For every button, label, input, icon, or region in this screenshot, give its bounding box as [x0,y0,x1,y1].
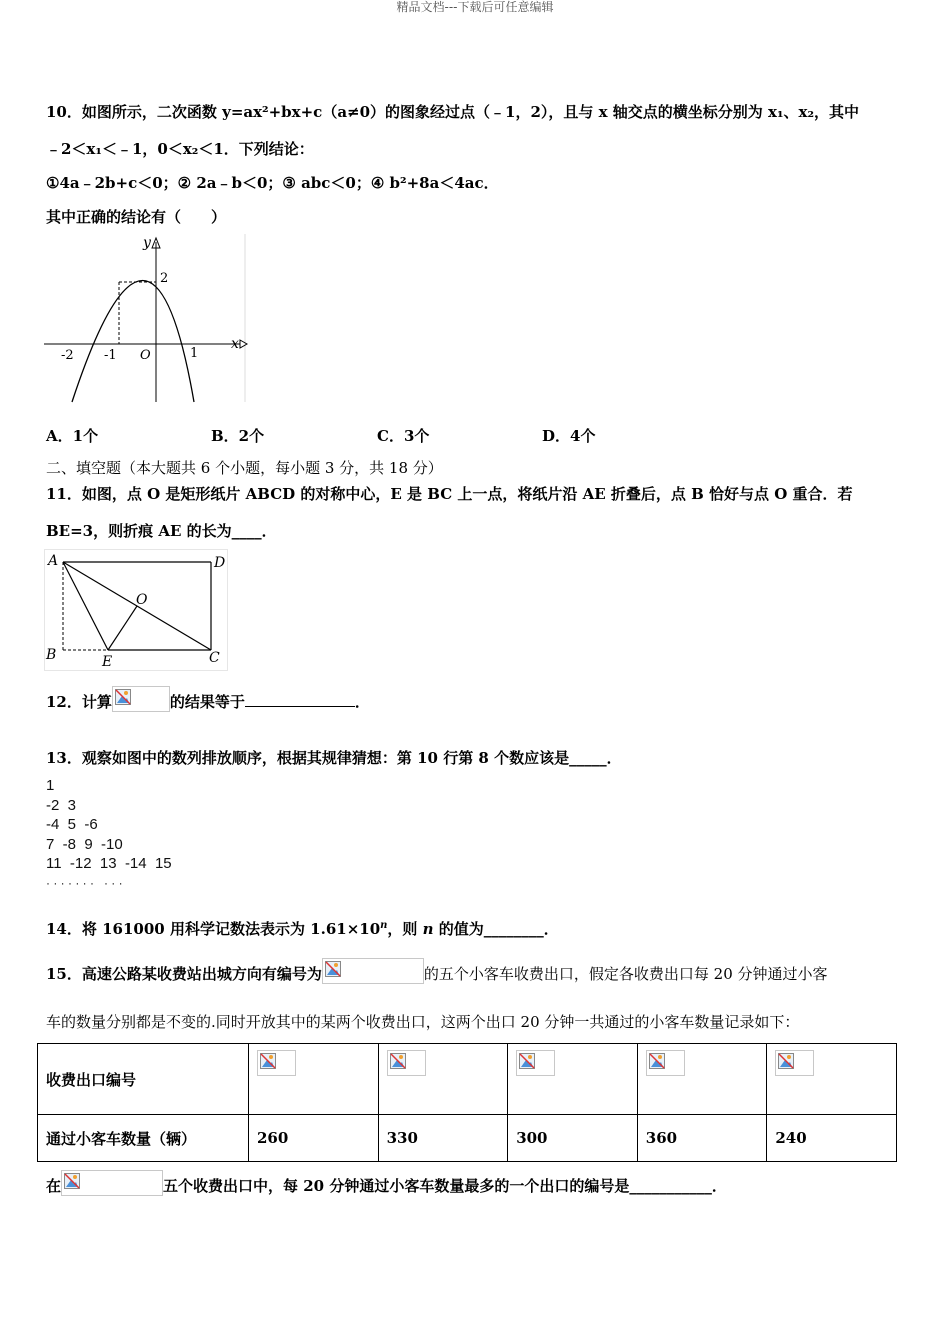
q10-line3: ①4a﹣2b+c＜0；② 2a﹣b＜0；③ abc＜0；④ b²+8a＜4ac． [46,174,499,192]
q15-line2: 车的数量分别都是不变的.同时开放其中的某两个收费出口，这两个出口 20 分钟一共通过的小客车数量记录如下： [46,1013,800,1031]
q13-line: 13．观察如图中的数列排放顺序，根据其规律猜想：第 10 行第 8 个数应该是_____． [46,749,622,767]
broken-image-icon [112,686,170,712]
tick-2: 2 [160,271,169,286]
broken-image-icon [61,1170,163,1196]
table-cell: 330 [378,1115,508,1162]
table-cell [637,1044,767,1115]
table-row [38,1044,897,1115]
q15-last-line [46,1170,727,1196]
triangle-row: 1 [46,777,55,794]
tick-1: 1 [190,346,199,361]
q11-line2: BE=3，则折痕 AE 的长为____． [46,522,277,540]
q14-var: n [422,920,434,938]
option-c[interactable]: C．3个 [377,427,430,445]
table-cell: 360 [637,1115,767,1162]
q15-last-a: 在 [46,1177,62,1195]
label-o: O [136,592,148,608]
broken-image-icon [257,1050,296,1076]
q12-after: 的结果等于 [169,693,245,711]
number-triangle [46,776,172,893]
triangle-row: 7 -8 9 -10 [46,835,123,853]
table-cell [378,1044,508,1115]
broken-image-icon [322,958,424,984]
broken-image-icon [646,1050,685,1076]
broken-image-icon [387,1050,426,1076]
broken-image-icon [516,1050,555,1076]
q12-line [46,686,370,712]
q15-line1b: 的五个小客车收费出口，假定各收费出口每 20 分钟通过小客 [423,965,828,983]
q14-exponent: n [380,920,388,931]
parabola-graph [44,234,249,404]
q14-before: 14．将 161000 用科学记数法表示为 1.61×10 [46,920,381,938]
toll-exit-table [37,1043,897,1162]
table-row-head: 收费出口编号 [38,1044,249,1115]
table-cell [249,1044,379,1115]
table-cell: 240 [767,1115,897,1162]
rectangle-figure [44,549,230,673]
option-d[interactable]: D．4个 [542,427,596,445]
x-label: x [231,336,239,352]
section-2-title: 二、填空题（本大题共 6 个小题，每小题 3 分，共 18 分） [46,459,443,477]
option-b[interactable]: B．2个 [211,427,265,445]
table-cell: 260 [249,1115,379,1162]
label-e: E [102,654,113,670]
label-b: B [46,647,57,663]
table-row-head: 通过小客车数量（辆） [38,1115,249,1162]
q15-line1 [46,958,828,984]
tick-minus-1: -1 [104,348,117,363]
y-label: y [143,235,151,251]
q14-after: 的值为________． [433,920,559,938]
q12-before: 12．计算 [46,693,112,711]
segment-eo [108,606,137,650]
q10-line4: 其中正确的结论有（ ） [46,208,227,226]
broken-image-icon [775,1050,814,1076]
triangle-row: · · · · · · · · · · [46,875,123,890]
table-cell [767,1044,897,1115]
q15-last-b: 五个收费出口中，每 20 分钟通过小客车数量最多的一个出口的编号是___________． [163,1177,727,1195]
table-cell: 300 [508,1115,638,1162]
triangle-row: -2 3 [46,796,77,814]
label-d: D [214,555,226,571]
q10-line2: ﹣2＜x₁＜﹣1，0＜x₂＜1．下列结论： [46,140,314,158]
q12-end: ． [354,693,370,711]
label-a: A [48,553,59,569]
q14-line [46,916,559,939]
q15-line1a: 15．高速公路某收费站出城方向有编号为 [46,965,322,983]
page-header: 精品文档---下载后可任意编辑 [396,0,554,14]
label-c: C [209,650,220,666]
triangle-row: 11 -12 13 -14 15 [46,855,172,872]
tick-minus-2: -2 [61,348,74,363]
x-arrow-icon [240,340,247,348]
q10-line1: 10．如图所示，二次函数 y=ax²+bx+c（a≠0）的图象经过点（﹣1，2），且与 x 轴交点的横坐标分别为 x₁、x₂，其中 [46,103,860,121]
table-row [38,1115,897,1162]
triangle-row: -4 5 -6 [46,816,98,833]
q14-mid: ，则 [387,920,423,938]
origin-label: O [140,348,151,363]
q11-line1: 11．如图，点 O 是矩形纸片 ABCD 的对称中心，E 是 BC 上一点，将纸片沿 AE 折叠后，点 B 恰好与点 O 重合．若 [46,485,853,503]
table-cell [508,1044,638,1115]
parabola-curve [72,281,194,403]
option-a[interactable]: A．1个 [46,427,99,445]
answer-blank[interactable] [245,692,355,707]
